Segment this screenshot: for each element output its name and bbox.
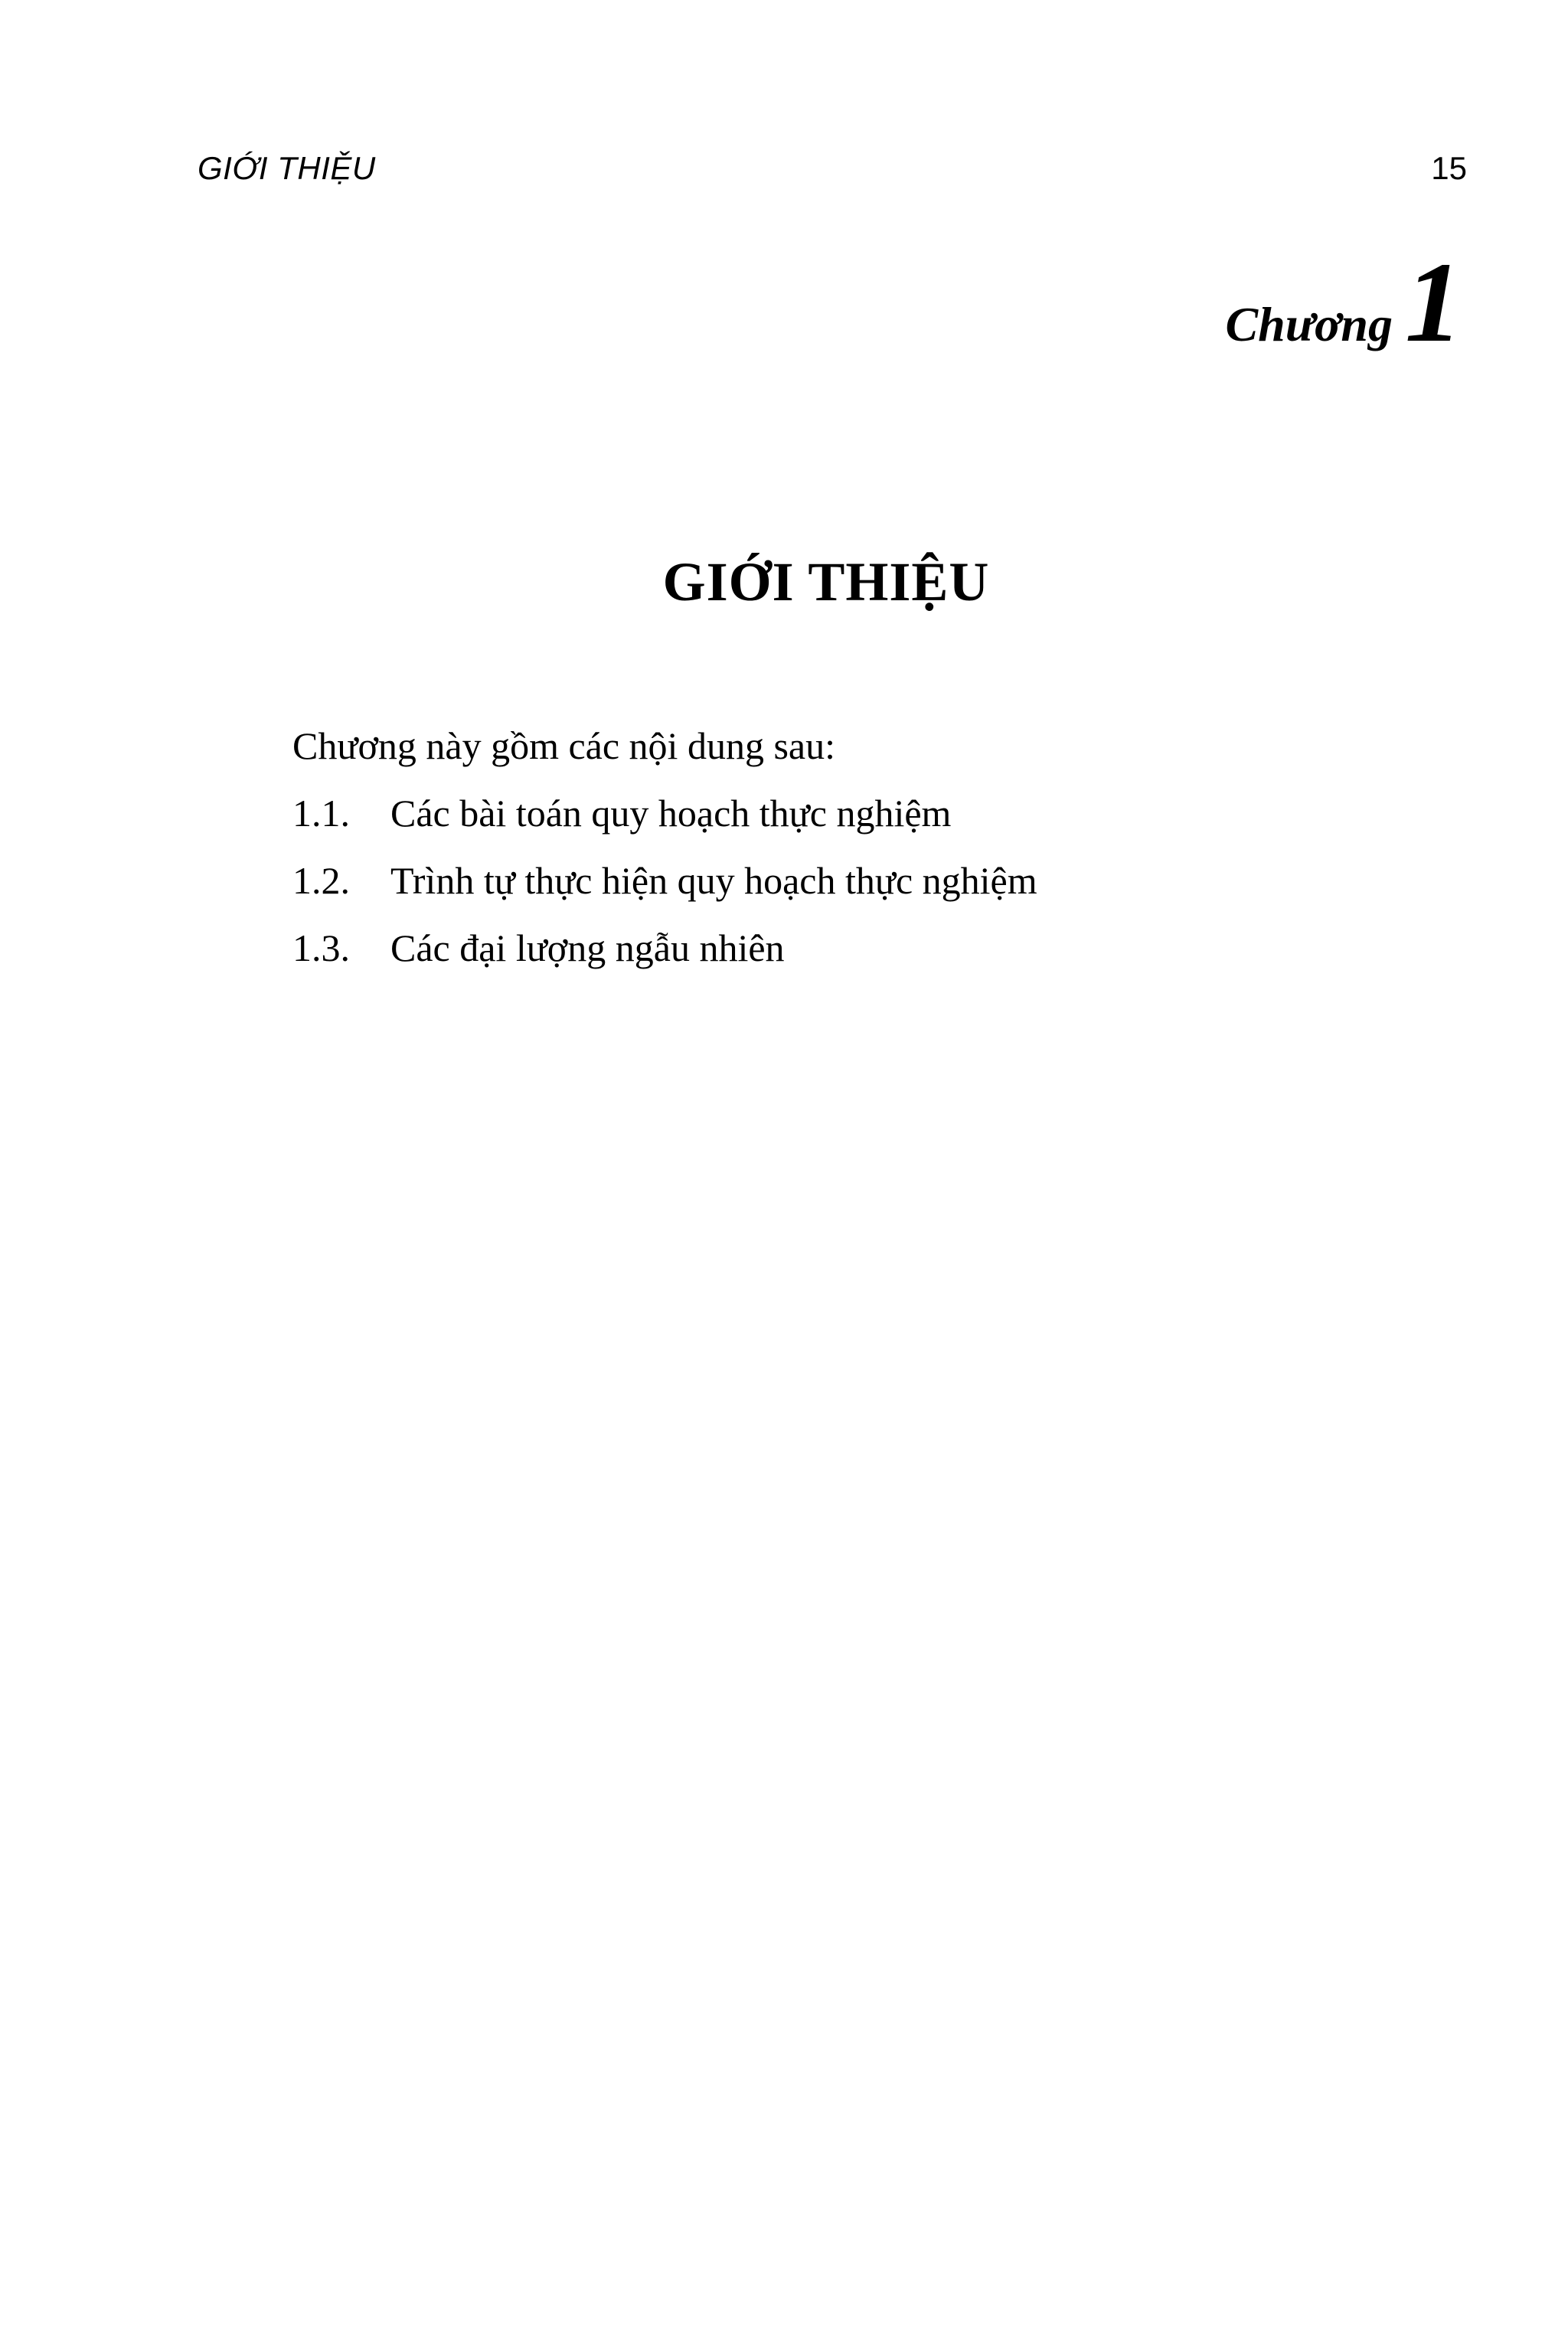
running-header: GIỚI THIỆU: [198, 150, 376, 186]
toc-item-number: 1.3.: [292, 926, 350, 969]
toc-item-text: Trình tự thực hiện quy hoạch thực nghiệm: [390, 859, 1037, 902]
toc-item-number: 1.1.: [292, 792, 350, 835]
chapter-number: 1: [1405, 239, 1462, 366]
toc-list: [292, 779, 1037, 982]
chapter-title: GIỚI THIỆU: [662, 551, 990, 612]
toc-item-text: Các bài toán quy hoạch thực nghiệm: [390, 792, 952, 835]
chapter-word: Chương: [1225, 297, 1393, 351]
toc-item: [292, 779, 1037, 847]
contents-intro: Chương này gồm các nội dung sau:: [292, 724, 835, 767]
toc-item: [292, 847, 1037, 914]
chapter-contents: [292, 712, 1037, 982]
chapter-label: [1225, 239, 1462, 366]
page-number: 15: [1431, 150, 1467, 186]
toc-item: [292, 914, 1037, 982]
toc-item-text: Các đại lượng ngẫu nhiên: [390, 926, 785, 969]
toc-item-number: 1.2.: [292, 859, 350, 902]
